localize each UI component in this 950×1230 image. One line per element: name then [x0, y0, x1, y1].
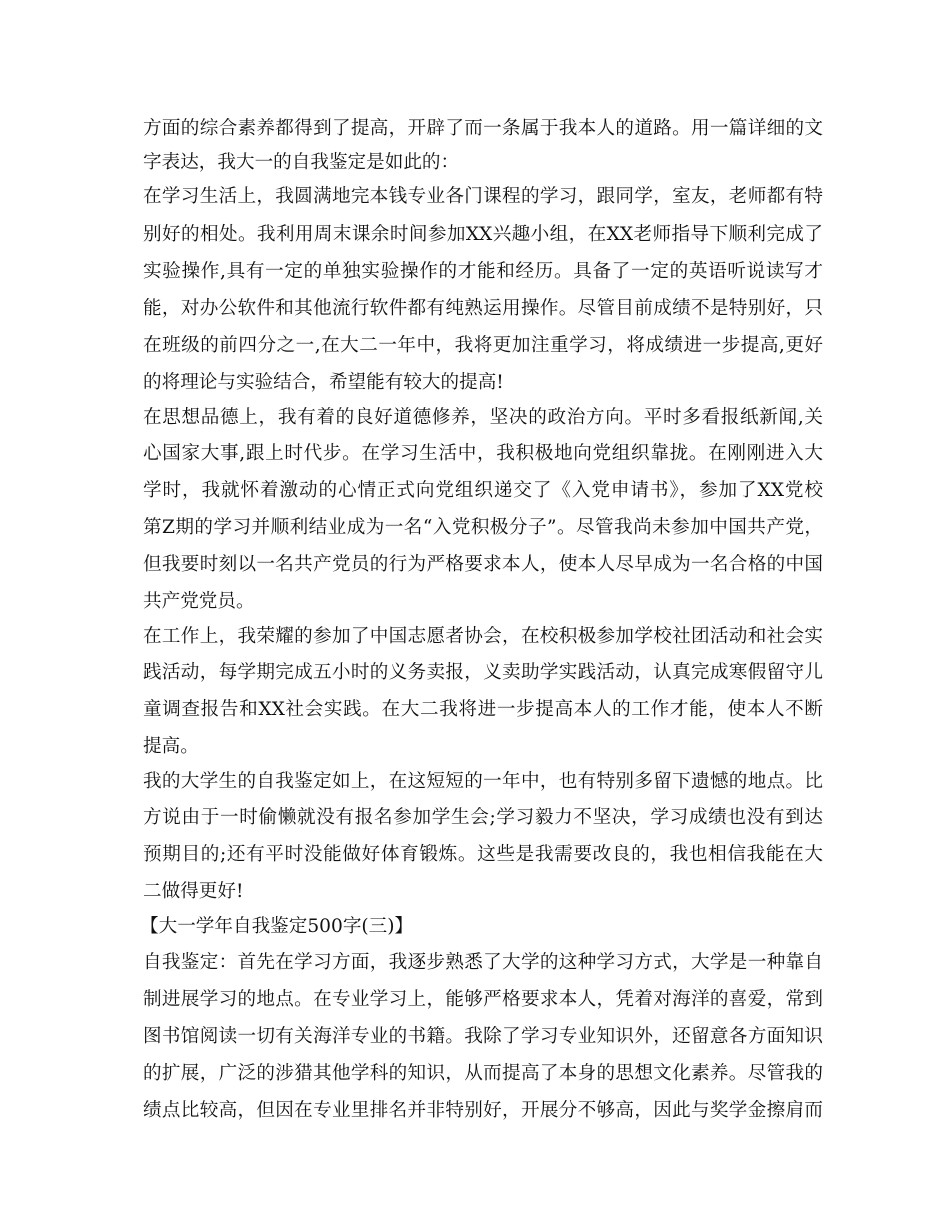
text-line: 实验操作,具有一定的单独实验操作的才能和经历。具备了一定的英语听说读写才: [143, 261, 823, 282]
text-line: 我的大学生的自我鉴定如上，在这短短的一年中，也有特别多留下遗憾的地点。比: [143, 771, 823, 792]
text-line: 制进展学习的地点。在专业学习上，能够严格要求本人，凭着对海洋的喜爱，常到: [143, 989, 823, 1010]
text-line: 字表达，我大一的自我鉴定是如此的：: [143, 152, 460, 173]
text-line: 绩点比较高，但因在专业里排名并非特别好，开展分不够高，因此与奖学金擦肩而: [143, 1100, 823, 1121]
text-line: 的扩展，广泛的涉猎其他学科的知识，从而提高了本身的思想文化素养。尽管我的: [143, 1063, 823, 1084]
text-line: 童调查报告和XX社会实践。在大二我将进一步提高本人的工作才能，使本人不断: [143, 699, 823, 720]
text-line: 二做得更好!: [143, 881, 244, 902]
text-line: 的将理论与实验结合，希望能有较大的提高!: [143, 372, 504, 393]
text-line: 在学习生活上，我圆满地完本钱专业各门课程的学习，跟同学，室友，老师都有特: [143, 186, 823, 207]
text-line: 共产党党员。: [143, 591, 255, 612]
text-line: 别好的相处。我利用周末课余时间参加XX兴趣小组，在XX老师指导下顺利完成了: [143, 224, 823, 245]
text-line: 心国家大事,跟上时代步。在学习生活中，我积极地向党组织靠拢。在刚刚进入大: [143, 443, 823, 464]
text-line: 践活动，每学期完成五小时的义务卖报，义卖助学实践活动，认真完成寒假留守儿: [143, 662, 823, 683]
section-heading: 【大一学年自我鉴定500字(三)】: [140, 916, 414, 937]
text-line: 方面的综合素养都得到了提高，开辟了而一条属于我本人的道路。用一篇详细的文: [143, 118, 823, 139]
text-line: 能，对办公软件和其他流行软件都有纯熟运用操作。尽管目前成绩不是特别好，只: [143, 298, 823, 319]
text-line: 学时，我就怀着激动的心情正式向党组织递交了《入党申请书》，参加了XX党校: [143, 480, 823, 501]
text-line: 自我鉴定：首先在学习方面，我逐步熟悉了大学的这种学习方式，大学是一种靠自: [143, 952, 823, 973]
text-line: 在思想品德上，我有着的良好道德修养，坚决的政治方向。平时多看报纸新闻,关: [143, 407, 823, 428]
text-line: 但我要时刻以一名共产党员的行为严格要求本人，使本人尽早成为一名合格的中国: [143, 554, 823, 575]
text-line: 提高。: [143, 736, 199, 757]
text-line: 预期目的;还有平时没能做好体育锻炼。这些是我需要改良的，我也相信我能在大: [143, 844, 823, 865]
text-line: 在班级的前四分之一,在大二一年中，我将更加注重学习，将成绩进一步提高,更好: [143, 335, 823, 356]
text-line: 第Z期的学习并顺利结业成为一名“入党积极分子”。尽管我尚未参加中国共产党，: [143, 517, 823, 538]
text-line: 图书馆阅读一切有关海洋专业的书籍。我除了学习专业知识外，还留意各方面知识: [143, 1026, 823, 1047]
text-line: 在工作上，我荣耀的参加了中国志愿者协会，在校积极参加学校社团活动和社会实: [143, 626, 823, 647]
text-line: 方说由于一时偷懒就没有报名参加学生会;学习毅力不坚决，学习成绩也没有到达: [143, 807, 823, 828]
